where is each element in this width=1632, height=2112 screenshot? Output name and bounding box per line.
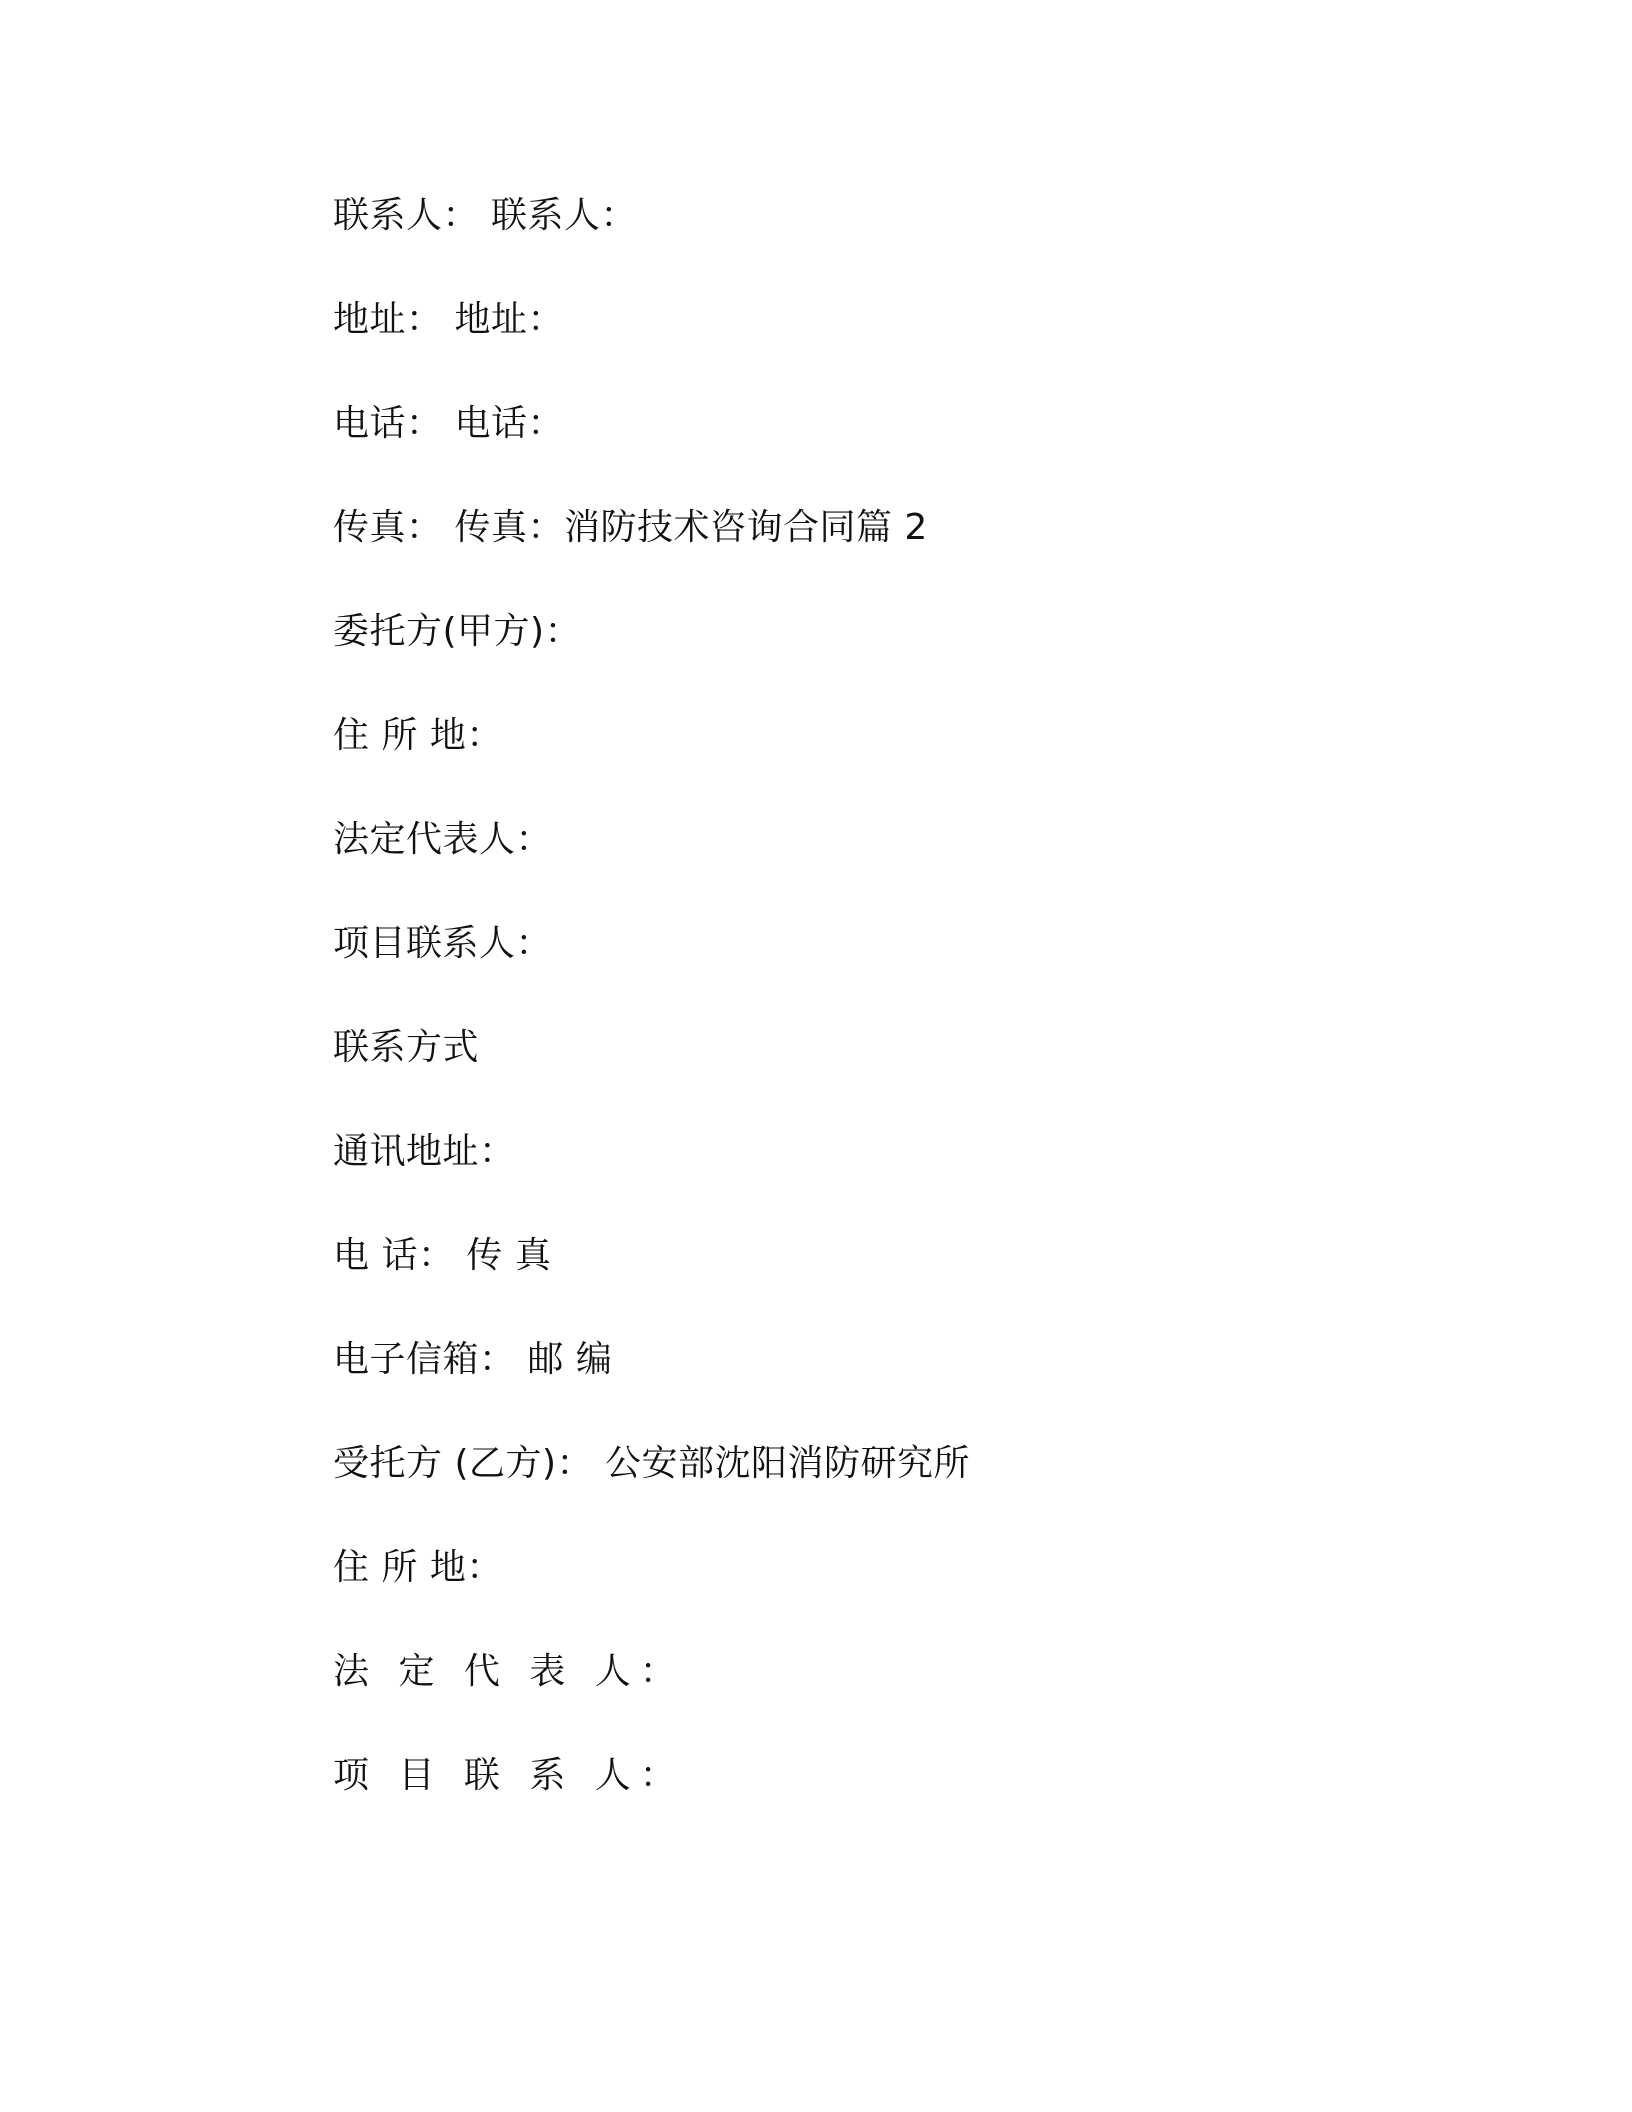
mailing-address-line: 通讯地址： — [333, 1131, 516, 1172]
party-a-project-contact-line: 项目联系人： — [333, 923, 553, 964]
fax-and-section-title-line: 传真： 传真：消防技术咨询合同篇 2 — [333, 507, 928, 548]
address-line: 地址： 地址： — [333, 299, 564, 340]
party-b-legal-rep-line: 法 定 代 表 人： — [333, 1651, 685, 1692]
party-a-legal-rep-line: 法定代表人： — [333, 819, 553, 860]
party-b-domicile-line: 住 所 地： — [333, 1547, 503, 1588]
contact-method-line: 联系方式 — [333, 1027, 480, 1068]
party-a-domicile-line: 住 所 地： — [333, 715, 503, 756]
email-postcode-line: 电子信箱： 邮 编 — [333, 1339, 613, 1380]
contact-person-line: 联系人： 联系人： — [333, 195, 637, 236]
party-b-line: 受托方 (乙方)： 公安部沈阳消防研究所 — [333, 1443, 970, 1484]
party-b-project-contact-line: 项 目 联 系 人： — [333, 1755, 685, 1796]
party-a-line: 委托方(甲方)： — [333, 611, 582, 652]
phone-line: 电话： 电话： — [333, 403, 564, 444]
phone-fax-line: 电 话： 传 真 — [333, 1235, 552, 1276]
